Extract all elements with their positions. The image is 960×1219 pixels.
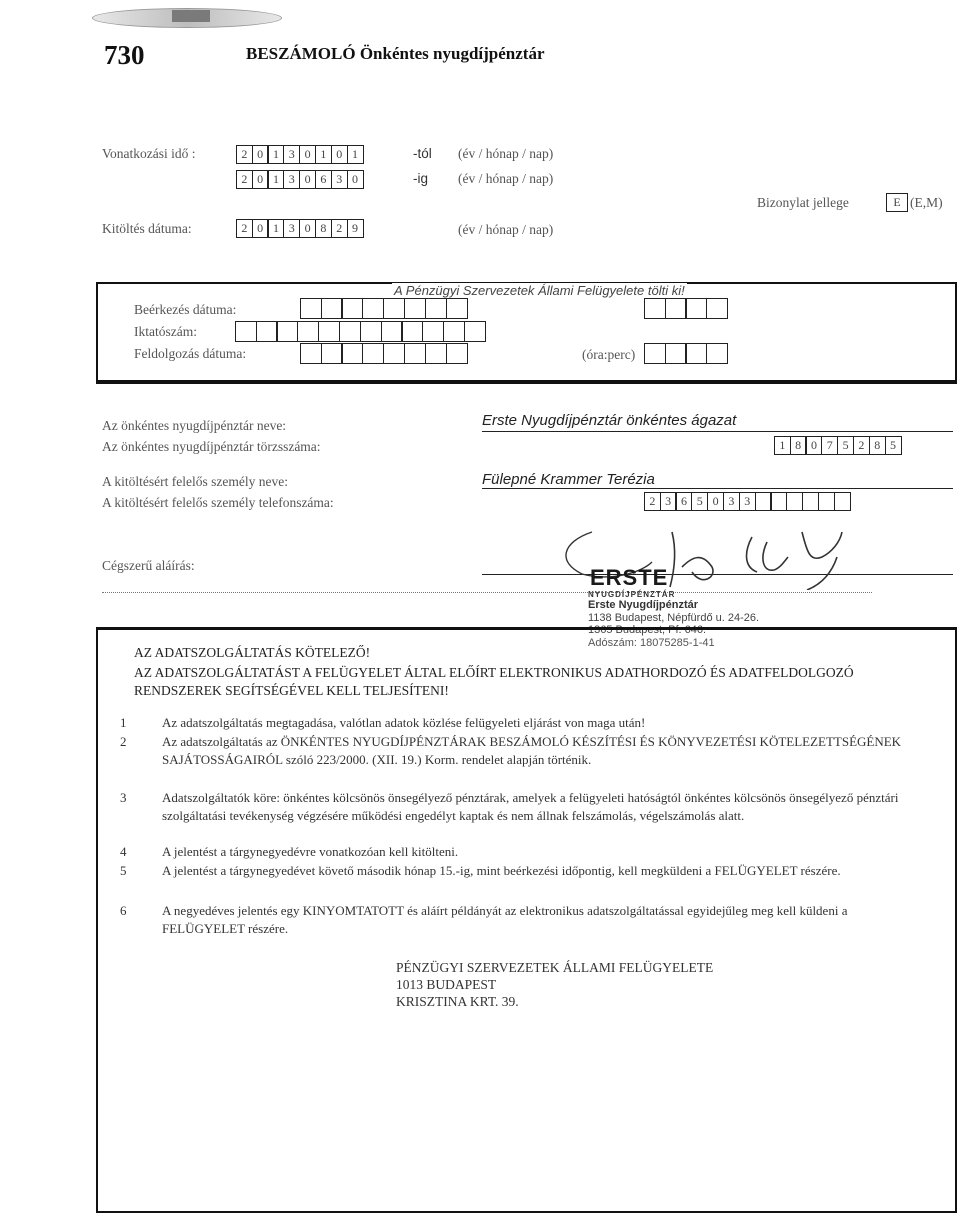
digit-cell[interactable]: 0: [299, 145, 316, 164]
digit-cell[interactable]: [401, 321, 423, 342]
authority-heading: A Pénzügyi Szervezetek Állami Felügyelete tölti ki!: [394, 283, 685, 298]
notice-item-text: Az adatszolgáltatás megtagadása, valótlan adatok közlése felügyeleti eljárást von maga után!: [162, 715, 646, 730]
digit-cell[interactable]: [404, 298, 426, 319]
digit-cell[interactable]: [360, 321, 382, 342]
digit-cell[interactable]: [339, 321, 361, 342]
digit-cell[interactable]: 7: [821, 436, 838, 455]
phone-field[interactable]: [645, 492, 851, 511]
digit-cell[interactable]: 2: [644, 492, 661, 511]
digit-cell[interactable]: [422, 321, 444, 342]
time-hint: (óra:perc): [582, 347, 636, 362]
fill-date-field[interactable]: [237, 219, 364, 238]
fund-id-label: Az önkéntes nyugdíjpénztár törzsszáma:: [102, 439, 321, 454]
digit-cell[interactable]: [755, 492, 772, 511]
document-type-hint: (E,M): [910, 195, 943, 210]
digit-cell[interactable]: [318, 321, 340, 342]
stamp-logo: ERSTE: [590, 565, 669, 590]
notice-item-num: 1: [120, 715, 127, 730]
period-from-hint: (év / hónap / nap): [458, 146, 554, 161]
digit-cell[interactable]: 1: [267, 170, 284, 189]
digit-cell[interactable]: 2: [236, 145, 253, 164]
digit-cell[interactable]: [235, 321, 257, 342]
digit-cell[interactable]: 6: [675, 492, 692, 511]
digit-cell[interactable]: 0: [252, 219, 269, 238]
digit-cell[interactable]: 8: [869, 436, 886, 455]
fund-name-value: Erste Nyugdíjpénztár önkéntes ágazat: [482, 412, 737, 429]
notice-item-2: [120, 733, 920, 769]
digit-cell[interactable]: 0: [252, 145, 269, 164]
digit-cell[interactable]: [446, 343, 468, 364]
digit-cell[interactable]: 3: [331, 170, 348, 189]
digit-cell[interactable]: 3: [739, 492, 756, 511]
digit-cell[interactable]: [381, 321, 403, 342]
digit-cell[interactable]: [425, 343, 447, 364]
registration-label: Iktatószám:: [134, 324, 197, 339]
notice-item-text: Adatszolgáltatók köre: önkéntes kölcsönös önsegélyező pénztárak, amelyek a felügyeleti hatóságtól önkéntes kölcsönös önsegélyező pénztári szolgáltatási tevékenység végzésére működési engedélyt kaptak és nem állnak felszámolás, végelszámolás alatt.: [162, 790, 899, 823]
processing-date-field[interactable]: [301, 343, 468, 364]
notice-item-text: Az adatszolgáltatás az ÖNKÉNTES NYUGDÍJPÉNZTÁRAK BESZÁMOLÓ KÉSZÍTÉSI ÉS KÖNYVEZETÉSI KÖTELEZETTSÉGÉNEK SAJÁTOSSÁGAIRÓL szóló 223/2000. (XII. 19.) Korm. rendelet alapján történik.: [162, 734, 902, 767]
digit-cell[interactable]: 1: [774, 436, 791, 455]
notice-item-1: [120, 714, 920, 732]
digit-cell[interactable]: [665, 343, 687, 364]
digit-cell[interactable]: [341, 298, 363, 319]
digit-cell[interactable]: [464, 321, 486, 342]
digit-cell[interactable]: [644, 298, 666, 319]
digit-cell[interactable]: 2: [236, 219, 253, 238]
document-type-field[interactable]: E: [886, 193, 908, 212]
logo-mark-icon: [172, 10, 210, 22]
digit-cell[interactable]: 3: [660, 492, 677, 511]
notice-item-3: [120, 789, 920, 825]
digit-cell[interactable]: 1: [315, 145, 332, 164]
signature-dotted-line: [102, 592, 872, 593]
digit-cell[interactable]: 3: [723, 492, 740, 511]
digit-cell[interactable]: 0: [299, 219, 316, 238]
digit-cell[interactable]: [321, 343, 343, 364]
digit-cell[interactable]: 0: [252, 170, 269, 189]
digit-cell[interactable]: 0: [331, 145, 348, 164]
stamp-line-5: Adószám: 18075285-1-41: [588, 637, 715, 649]
notice-item-num: 2: [120, 734, 127, 749]
page-title: BESZÁMOLÓ Önkéntes nyugdíjpénztár: [246, 44, 545, 63]
phone-label: A kitöltésért felelős személy telefonszáma:: [102, 495, 334, 510]
digit-cell[interactable]: [297, 321, 319, 342]
digit-cell[interactable]: [383, 298, 405, 319]
digit-cell[interactable]: 5: [885, 436, 902, 455]
stamp-line-4: 1365 Budapest, Pf. 646.: [588, 624, 707, 636]
digit-cell[interactable]: [446, 298, 468, 319]
processing-time-field[interactable]: [645, 343, 728, 364]
person-name-label: A kitöltésért felelős személy neve:: [102, 474, 288, 489]
notice-item-text: A negyedéves jelentés egy KINYOMTATOTT és aláírt példányát az elektronikus adatszolgáltatással egyidejűleg meg kell küldeni a FELÜGYELET részére.: [162, 903, 848, 936]
digit-cell[interactable]: 3: [283, 219, 300, 238]
digit-cell[interactable]: [685, 298, 707, 319]
processing-date-label: Feldolgozás dátuma:: [134, 346, 247, 361]
period-to-suffix: -ig: [413, 171, 429, 186]
digit-cell[interactable]: 0: [347, 170, 364, 189]
notice-subtitle: AZ ADATSZOLGÁLTATÁST A FELÜGYELET ÁLTAL ELŐÍRT ELEKTRONIKUS ADATHORDOZÓ ÉS ADATFELDOLGOZÓ RENDSZEREK SEGÍTSÉGÉVEL KELL TELJESÍTENI!: [134, 665, 854, 698]
arrival-date-field[interactable]: [301, 298, 468, 319]
notice-item-text: A jelentést a tárgynegyedévre vonatkozóan kell kitölteni.: [162, 844, 459, 859]
fill-date-label: Kitöltés dátuma:: [102, 221, 192, 236]
fund-name-underline: [482, 431, 953, 432]
digit-cell[interactable]: 6: [315, 170, 332, 189]
notice-item-num: 3: [120, 790, 127, 805]
fill-date-hint: (év / hónap / nap): [458, 222, 554, 237]
arrival-time-field[interactable]: [645, 298, 728, 319]
digit-cell[interactable]: [321, 298, 343, 319]
digit-cell[interactable]: 3: [283, 145, 300, 164]
digit-cell[interactable]: [770, 492, 787, 511]
digit-cell[interactable]: 2: [331, 219, 348, 238]
person-name-value: Fülepné Krammer Terézia: [482, 471, 655, 488]
address-line-2: 1013 BUDAPEST: [396, 977, 497, 992]
arrival-date-label: Beérkezés dátuma:: [134, 302, 237, 317]
digit-cell[interactable]: 2: [236, 170, 253, 189]
digit-cell[interactable]: 1: [267, 219, 284, 238]
digit-cell[interactable]: [644, 343, 666, 364]
digit-cell[interactable]: [383, 343, 405, 364]
notice-item-num: 4: [120, 844, 127, 859]
digit-cell[interactable]: 0: [299, 170, 316, 189]
digit-cell[interactable]: 1: [347, 145, 364, 164]
stamp-line-3: 1138 Budapest, Népfürdő u. 24-26.: [588, 612, 760, 624]
digit-cell[interactable]: 8: [315, 219, 332, 238]
period-from-suffix: -tól: [413, 146, 432, 161]
address-line-1: PÉNZÜGYI SZERVEZETEK ÁLLAMI FELÜGYELETE: [396, 960, 714, 975]
digit-cell[interactable]: [665, 298, 687, 319]
digit-cell[interactable]: [300, 298, 322, 319]
address-line-3: KRISZTINA KRT. 39.: [396, 994, 519, 1009]
digit-cell[interactable]: 8: [790, 436, 807, 455]
digit-cell[interactable]: 0: [805, 436, 822, 455]
notice-title: AZ ADATSZOLGÁLTATÁS KÖTELEZŐ!: [134, 645, 371, 660]
form-number: 730: [104, 40, 145, 70]
notice-item-num: 5: [120, 863, 127, 878]
period-to-hint: (év / hónap / nap): [458, 171, 554, 186]
digit-cell[interactable]: [425, 298, 447, 319]
signature-label: Cégszerű aláírás:: [102, 558, 195, 573]
period-from-field[interactable]: [237, 145, 364, 164]
registration-number-field[interactable]: [236, 321, 486, 342]
digit-cell[interactable]: [341, 343, 363, 364]
digit-cell[interactable]: [786, 492, 803, 511]
stamp-line-2: Erste Nyugdíjpénztár: [588, 599, 699, 611]
digit-cell[interactable]: 5: [691, 492, 708, 511]
digit-cell[interactable]: [818, 492, 835, 511]
digit-cell[interactable]: [404, 343, 426, 364]
digit-cell[interactable]: [256, 321, 278, 342]
digit-cell[interactable]: [362, 343, 384, 364]
digit-cell[interactable]: 2: [853, 436, 870, 455]
digit-cell[interactable]: [443, 321, 465, 342]
notice-item-4: [120, 843, 920, 861]
digit-cell[interactable]: [834, 492, 851, 511]
fund-id-field[interactable]: [775, 436, 902, 455]
notice-item-num: 6: [120, 903, 127, 918]
period-to-field[interactable]: [237, 170, 364, 189]
digit-cell[interactable]: 0: [707, 492, 724, 511]
notice-item-5: [120, 862, 920, 880]
digit-cell[interactable]: [300, 343, 322, 364]
document-type-label: Bizonylat jellege: [757, 195, 849, 210]
person-name-underline: [482, 488, 953, 489]
stamp-line-1: NYUGDÍJPÉNZTÁR: [588, 590, 676, 599]
fund-name-label: Az önkéntes nyugdíjpénztár neve:: [102, 418, 287, 433]
digit-cell[interactable]: 3: [283, 170, 300, 189]
notice-item-text: A jelentést a tárgynegyedévet követő második hónap 15.-ig, mint beérkezési időpontig, kell megküldeni a FELÜGYELET részére.: [162, 863, 841, 878]
digit-cell[interactable]: [706, 298, 728, 319]
digit-cell[interactable]: 1: [267, 145, 284, 164]
digit-cell[interactable]: [802, 492, 819, 511]
digit-cell[interactable]: 9: [347, 219, 364, 238]
period-label: Vonatkozási idő :: [102, 146, 196, 161]
digit-cell[interactable]: 5: [837, 436, 854, 455]
notice-item-6: [120, 902, 920, 938]
digit-cell[interactable]: [706, 343, 728, 364]
digit-cell[interactable]: [276, 321, 298, 342]
digit-cell[interactable]: [362, 298, 384, 319]
digit-cell[interactable]: [685, 343, 707, 364]
